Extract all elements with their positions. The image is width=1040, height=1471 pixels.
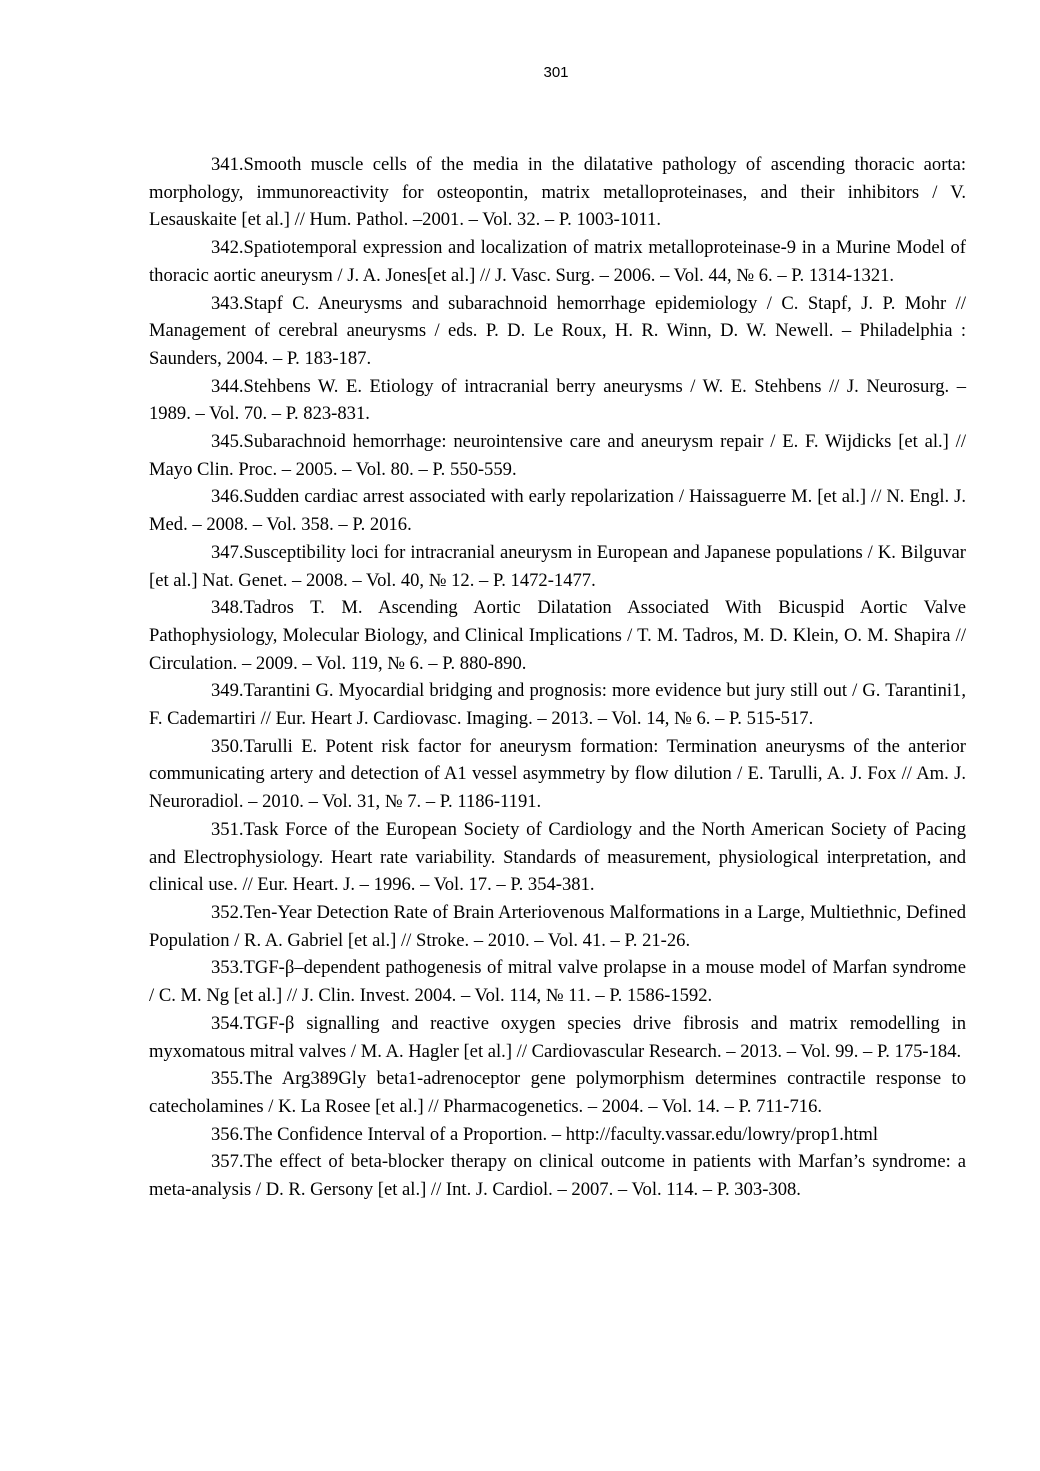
reference-text: Tadros T. M. Ascending Aortic Dilatation Associated With Bicuspid Aortic Valve Pathophysiology, Molecular Biology, and Clinical Implications / T. M. Tadros, M. D. Klein, O. M. Shapira // Circulation. – 2009. – Vol. 119, № 6. – P. 880-890. [149,597,966,674]
reference-text: Tarulli E. Potent risk factor for aneurysm formation: Termination aneurysms of the anterior communicating artery and detection of A1 vessel asymmetry by flow dilution / E. Tarulli, A. J. Fox // Am. J. Neuroradiol. – 2010. – Vol. 31, № 7. – P. 1186-1191. [149,735,966,813]
reference-number: 345. [211,431,244,453]
reference-item-357 [149,1148,966,1203]
reference-text: The Arg389Gly beta1-adrenoceptor gene polymorphism determines contractile response to catecholamines / K. La Rosee [et al.] // Pharmacogenetics. – 2004. – Vol. 14. – P. 711-716. [149,1068,966,1117]
reference-item-356 [149,1121,966,1149]
reference-item-348 [149,594,966,677]
reference-text: Stapf C. Aneurysms and subarachnoid hemorrhage epidemiology / C. Stapf, J. P. Mohr // Management of cerebral aneurysms / eds. P. D. Le Roux, H. R. Winn, D. W. Newell. – Philadelphia : Saunders, 2004. – P. 183-187. [149,292,966,369]
reference-text: The Confidence Interval of a Proportion. – http://faculty.vassar.edu/lowry/prop1.html [243,1123,878,1145]
reference-item-344 [149,373,966,428]
reference-number: 341. [211,154,244,175]
reference-item-352 [149,899,966,954]
reference-text: Spatiotemporal expression and localization of matrix metalloproteinase-9 in a Murine Model of thoracic aortic aneurysm / J. A. Jones[et al.] // J. Vasc. Surg. – 2006. – Vol. 44, № 6. – P. 1314-1321. [149,237,966,286]
reference-text: Ten-Year Detection Rate of Brain Arteriovenous Malformations in a Large, Multiethnic, Defined Population / R. A. Gabriel [et al.] // Stroke. – 2010. – Vol. 41. – P. 21-26. [149,901,966,951]
reference-number: 349. [211,680,244,702]
reference-item-353 [149,954,966,1009]
reference-number: 344. [211,375,244,397]
reference-number: 353. [211,957,244,979]
reference-text: Stehbens W. E. Etiology of intracranial berry aneurysms / W. E. Stehbens // J. Neurosurg. – 1989. – Vol. 70. – P. 823-831. [149,375,966,425]
reference-text: Smooth muscle cells of the media in the dilatative pathology of ascending thoracic aorta: morphology, immunoreactivity for osteopontin, matrix metalloproteinases, and their inhibitors / V. Lesauskaite [et al.] // Hum. Pathol. –2001. – Vol. 32. – P. 1003-1011. [149,154,966,231]
reference-list [149,151,966,1204]
reference-number: 346. [211,486,244,508]
reference-text: TGF-β–dependent pathogenesis of mitral valve prolapse in a mouse model of Marfan syndrome / C. M. Ng [et al.] // J. Clin. Invest. 2004. – Vol. 114, № 11. – P. 1586-1592. [149,957,966,1007]
reference-item-345 [149,428,966,483]
reference-item-355 [149,1065,966,1120]
reference-item-341 [149,151,966,234]
reference-number: 350. [211,735,244,757]
reference-item-350 [149,733,966,816]
reference-item-343 [149,290,966,373]
reference-number: 343. [211,292,244,314]
reference-text: Subarachnoid hemorrhage: neurointensive care and aneurysm repair / E. F. Wijdicks [et al.] // Mayo Clin. Proc. – 2005. – Vol. 80. – P. 550-559. [149,431,966,480]
reference-text: Tarantini G. Myocardial bridging and prognosis: more evidence but jury still out / G. Tarantini1, F. Cademartiri // Eur. Heart J. Cardiovasc. Imaging. – 2013. – Vol. 14, № 6. – P. 515-517. [149,680,966,730]
reference-item-346 [149,483,966,538]
reference-text: Task Force of the European Society of Cardiology and the North American Society of Pacing and Electrophysiology. Heart rate variability. Standards of measurement, physiological interpretation, and clinical use. // Eur. Heart. J. – 1996. – Vol. 17. – P. 354-381. [149,818,966,896]
reference-number: 347. [211,541,244,563]
reference-item-342 [149,234,966,289]
reference-text: Susceptibility loci for intracranial aneurysm in European and Japanese populations / K. Bilguvar [et al.] Nat. Genet. – 2008. – Vol. 40, № 12. – P. 1472-1477. [149,541,966,591]
reference-number: 357. [211,1151,244,1173]
reference-number: 348. [211,597,244,619]
reference-item-347 [149,539,966,594]
page-number: 301 [543,64,569,81]
reference-text: Sudden cardiac arrest associated with early repolarization / Haissaguerre M. [et al.] // N. Engl. J. Med. – 2008. – Vol. 358. – P. 2016. [149,486,966,536]
reference-number: 355. [211,1068,244,1090]
reference-number: 354. [211,1012,244,1034]
reference-text: The effect of beta-blocker therapy on clinical outcome in patients with Marfan’s syndrome: a meta-analysis / D. R. Gersony [et al.] // Int. J. Cardiol. – 2007. – Vol. 114. – P. 303-308. [149,1151,966,1201]
reference-number: 356. [211,1123,244,1145]
reference-number: 352. [211,901,244,923]
reference-number: 351. [211,818,244,840]
reference-text: TGF-β signalling and reactive oxygen species drive fibrosis and matrix remodelling in myxomatous mitral valves / M. A. Hagler [et al.] // Cardiovascular Research. – 2013. – Vol. 99. – P. 175-184. [149,1012,966,1062]
reference-number: 342. [211,237,244,259]
reference-item-354 [149,1010,966,1065]
reference-item-351 [149,816,966,899]
reference-item-349 [149,677,966,732]
